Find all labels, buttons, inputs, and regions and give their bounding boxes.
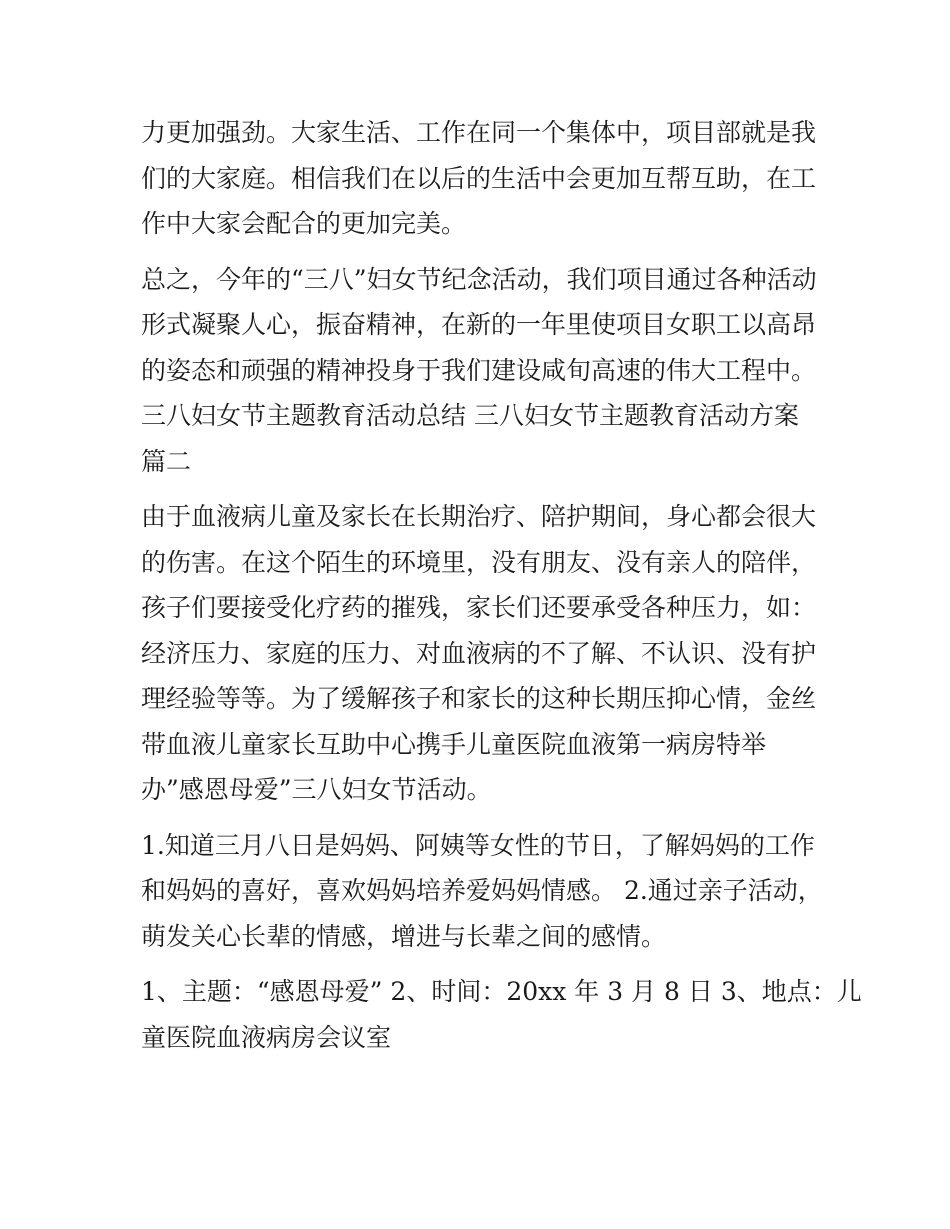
text-line: 总之，今年的“三八”妇女节纪念活动，我们项目通过各种活动 [141,264,817,294]
text-line: 的姿态和顽强的精神投身于我们建设咸旬高速的伟大工程中。 [141,355,817,385]
text-line: 萌发关心长辈的情感，增进与长辈之间的感情。 [141,921,667,951]
paragraph-1 [141,110,821,247]
text-line: 形式凝聚人心，振奋精神，在新的一年里使项目女职工以高昂 [141,310,817,339]
text-line: 的伤害。在这个陌生的环境里，没有朋友、没有亲人的陪伴， [141,547,817,577]
text-line: 理经验等等。为了缓解孩子和家长的这种长期压抑心情，金丝 [141,684,817,713]
text-line: 力更加强劲。大家生活、工作在同一个集体中，项目部就是我 [141,118,817,147]
text-line: 办”感恩母爱”三八妇女节活动。 [141,775,492,804]
paragraph-3 [141,494,821,813]
paragraph-5 [141,969,862,1060]
text-line: 带血液儿童家长互助中心携手儿童医院血液第一病房特举 [141,729,767,759]
text-line: 1、主题：“感恩母爱” 2、时间：20xx 年 3 月 8 日 3、地点：儿 [141,977,862,1006]
text-line: 作中大家会配合的更加完美。 [141,209,467,238]
text-line: 和妈妈的喜好，喜欢妈妈培养爱妈妈情感。 2.通过亲子活动， [141,876,823,905]
text-line: 经济压力、家庭的压力、对血液病的不了解、不认识、没有护 [141,638,817,668]
body-text [141,110,862,1060]
text-line: 由于血液病儿童及家长在长期治疗、陪护期间，身心都会很大 [141,502,817,531]
section-heading-line: 篇二 [141,446,192,476]
paragraph-2 [141,257,821,485]
text-line: 童医院血液病房会议室 [141,1022,392,1052]
section-heading-line: 三八妇女节主题教育活动总结 三八妇女节主题教育活动方案 [141,401,799,430]
paragraph-4 [141,823,821,960]
text-line: 孩子们要接受化疗药的摧残，家长们还要承受各种压力，如： [141,593,817,622]
text-line: 1.知道三月八日是妈妈、阿姨等女性的节日，了解妈妈的工作 [141,830,815,860]
text-line: 们的大家庭。相信我们在以后的生活中会更加互帮互助，在工 [141,163,817,193]
